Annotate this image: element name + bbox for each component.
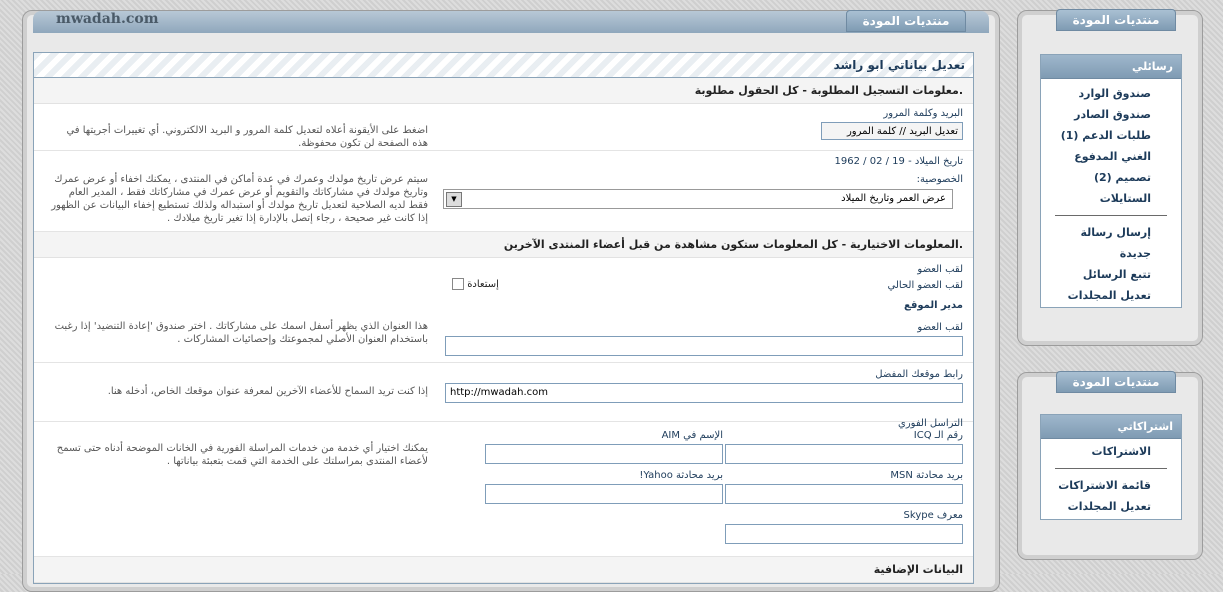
privacy-select[interactable]: [443, 189, 953, 209]
sidebar-item-inbox[interactable]: صندوق الوارد: [1078, 87, 1151, 100]
skype-label: معرف Skype: [903, 510, 963, 521]
homepage-row: [34, 363, 973, 422]
icq-input[interactable]: [725, 444, 963, 464]
privacy-select-value: عرض العمر وتاريخ الميلاد: [841, 193, 946, 204]
current-title-label: لقب العضو الحالي: [887, 280, 963, 291]
extra-section-title: البيانات الإضافية: [34, 557, 973, 583]
edit-email-password-button[interactable]: تعديل البريد // كلمة المرور: [821, 122, 963, 140]
sidebar-item-sent[interactable]: صندوق الصادر: [1074, 108, 1151, 121]
messages-panel: [1017, 10, 1203, 346]
email-password-desc: اضغط على الأيقونة أعلاه لتعديل كلمة المرور و البريد الالكتروني. أي تغييرات أجريتها في هذه الصفحة لن تكون محفوظة.: [66, 125, 428, 149]
messages-box: [1040, 54, 1182, 308]
user-title-input[interactable]: [445, 336, 963, 356]
divider: [1055, 468, 1167, 469]
skype-input[interactable]: [725, 524, 963, 544]
chevron-down-icon[interactable]: ▼: [446, 192, 462, 207]
im-desc: يمكنك اختيار أي خدمة من خدمات المراسلة الفورية في الخانات الموضحة أدناه حتى تسمح لأعضاء المنتدى بمراسلتك على الخدمة التي قمت بتعبئة بياناتها .: [56, 443, 428, 467]
sidebar-item-track-messages[interactable]: تتبع الرسائل: [1082, 268, 1151, 281]
sidebar-item-subscription-list[interactable]: قائمة الاشتراكات: [1058, 479, 1151, 492]
homepage-input[interactable]: http://mwadah.com: [445, 383, 963, 403]
sidebar-item-styles[interactable]: الستايلات: [1099, 192, 1151, 205]
form-title: تعديل بياناتي ابو راشد: [34, 53, 973, 78]
email-password-label: البريد وكلمة المرور: [883, 108, 963, 119]
homepage-desc: إذا كنت تريد السماح للأعضاء الآخرين لمعرفة عنوان موقعك الخاص، أدخله هنا.: [107, 386, 428, 397]
im-row: [34, 418, 973, 557]
current-title-value: مدير الموقع: [904, 300, 963, 311]
sidebar-item-edit-folders[interactable]: تعديل المجلدات: [1067, 289, 1151, 302]
subscriptions-heading: اشتراكاتي: [1041, 415, 1181, 439]
email-password-row: [34, 104, 973, 151]
sidebar-item-paid[interactable]: الغني المدفوع: [1074, 150, 1151, 163]
sidebar-item-support-requests[interactable]: (1) طلبات الدعم: [1060, 129, 1151, 142]
subscriptions-panel-tab: منتديات المودة: [1056, 371, 1176, 393]
checkbox-icon[interactable]: [452, 278, 464, 290]
user-title-field-label: لقب العضو: [917, 322, 963, 333]
messages-heading: رسائلي: [1041, 55, 1181, 79]
divider: [1055, 215, 1167, 216]
icq-label: رقم الـ ICQ: [913, 430, 963, 441]
yahoo-label: بريد محادثة Yahoo!: [639, 470, 723, 481]
restore-title-checkbox[interactable]: [452, 278, 499, 290]
restore-title-label: إستعادة: [467, 279, 499, 290]
required-section-title: معلومات التسجيل المطلوبة - كل الحقول مطلوبة.: [34, 78, 973, 104]
sidebar-item-edit-folders-2[interactable]: تعديل المجلدات: [1067, 500, 1151, 513]
subscriptions-panel: [1017, 372, 1203, 560]
aim-input[interactable]: [485, 444, 723, 464]
sidebar-item-send-message[interactable]: إرسال رسالة: [1080, 226, 1151, 239]
sidebar-item-subscriptions[interactable]: الاشتراكات: [1091, 445, 1151, 458]
sidebar-item-design[interactable]: (2) تصميم: [1093, 171, 1151, 184]
edit-profile-form: [33, 52, 974, 584]
messages-panel-tab: منتديات المودة: [1056, 9, 1176, 31]
aim-label: الإسم في AIM: [661, 430, 723, 441]
user-title-label: لقب العضو: [917, 264, 963, 275]
birthday-label: تاريخ الميلاد - 19 / 02 / 1962: [834, 156, 963, 167]
user-title-row: [34, 258, 973, 363]
homepage-label: رابط موقعك المفضل: [875, 369, 963, 380]
yahoo-input[interactable]: [485, 484, 723, 504]
im-label: التراسل الفوري: [898, 418, 963, 429]
msn-label: بريد محادثة MSN: [890, 470, 963, 481]
privacy-label: الخصوصية:: [916, 174, 963, 185]
user-title-desc: هذا العنوان الذي يظهر أسفل اسمك على مشاركاتك . اختر صندوق 'إعادة التنضيد' إذا رغبت باستخدام العنوان الأصلي لمجموعتك وإحصائيات المشاركات .: [54, 321, 428, 345]
birthday-desc: سيتم عرض تاريخ مولدك وعمرك في عدة أماكن في المنتدى ، يمكنك اخفاء أو عرض عمرك وتاريخ مولدك في مشاركاتك والتقويم أو عرض عمرك في مشاركاتك فقط ، المدير العام فقط لديه الصلاحية لتعديل تاريخ مولدك أو استبداله ولذلك تستطيع إخفاء البيانات عن الظهور إذا كانت غير صحيحة ، رجاء إتصل بالإدارة إذا تغير تاريخ ميلادك .: [51, 174, 428, 224]
msn-input[interactable]: [725, 484, 963, 504]
birthday-row: [34, 151, 973, 232]
sidebar-item-new[interactable]: جديدة: [1119, 247, 1151, 260]
optional-section-title: المعلومات الاختيارية - كل المعلومات ستكون مشاهدة من قبل أعضاء المنتدى الآخرين.: [34, 232, 973, 258]
site-logo[interactable]: mwadah.com: [56, 11, 159, 27]
forum-title-tab: منتديات المودة: [846, 10, 966, 32]
subscriptions-box: [1040, 414, 1182, 520]
